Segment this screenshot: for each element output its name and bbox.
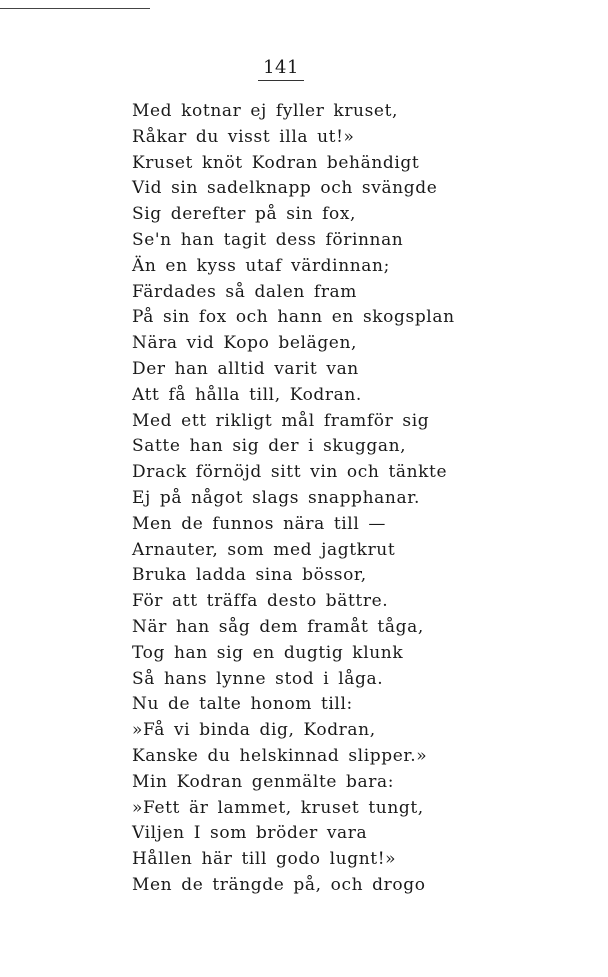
page-number: 141	[263, 57, 299, 78]
poem-line: Bruka ladda sina bössor,	[132, 565, 367, 586]
poem-line: Kruset knöt Kodran behändigt	[132, 152, 420, 173]
poem-line: På sin fox och hann en skogsplan	[132, 307, 455, 328]
poem-line: Nära vid Kopo belägen,	[132, 333, 358, 354]
poem-line: Min Kodran genmälte bara:	[132, 771, 395, 792]
poem-line: Nu de talte honom till:	[132, 694, 353, 715]
poem-line: Så hans lynne stod i låga.	[132, 668, 384, 689]
poem-line: Råkar du visst illa ut!»	[132, 126, 355, 147]
poem-line: Tog han sig en dugtig klunk	[132, 642, 404, 663]
poem-line: Arnauter, som med jagtkrut	[132, 539, 396, 560]
poem-line: Men de trängde på, och drogo	[132, 874, 426, 895]
poem-line: »Få vi binda dig, Kodran,	[132, 720, 376, 741]
poem-body	[132, 99, 592, 899]
poem-line: Sig derefter på sin fox,	[132, 204, 357, 225]
poem-line: Drack förnöjd sitt vin och tänkte	[132, 462, 448, 483]
poem-line: Med ett rikligt mål framför sig	[132, 410, 430, 431]
poem-line: Viljen I som bröder vara	[132, 823, 368, 844]
poem-line: Satte han sig der i skuggan,	[132, 436, 407, 457]
poem-line: När han såg dem framåt tåga,	[132, 616, 424, 637]
poem-line: Med kotnar ej fyller kruset,	[132, 101, 399, 121]
poem-line: Se'n han tagit dess förinnan	[132, 229, 404, 250]
poem-line: Hållen här till godo lugnt!»	[132, 849, 397, 870]
poem-line: Färdades så dalen fram	[132, 281, 357, 302]
poem-line: Att få hålla till, Kodran.	[132, 384, 362, 405]
poem-line: För att träffa desto bättre.	[132, 591, 389, 612]
poem-line: Men de funnos nära till —	[132, 513, 386, 534]
poem-line: Kanske du helskinnad slipper.»	[132, 745, 428, 766]
poem-line: »Fett är lammet, kruset tungt,	[132, 797, 424, 818]
poem-line: Än en kyss utaf värdinnan;	[132, 255, 390, 276]
poem-line: Der han alltid varit van	[132, 358, 359, 379]
top-edge-rule	[0, 8, 150, 9]
page-number-underline	[258, 80, 304, 81]
poem-line: Ej på något slags snapphanar.	[132, 487, 421, 508]
poem-line: Vid sin sadelknapp och svängde	[132, 178, 438, 199]
